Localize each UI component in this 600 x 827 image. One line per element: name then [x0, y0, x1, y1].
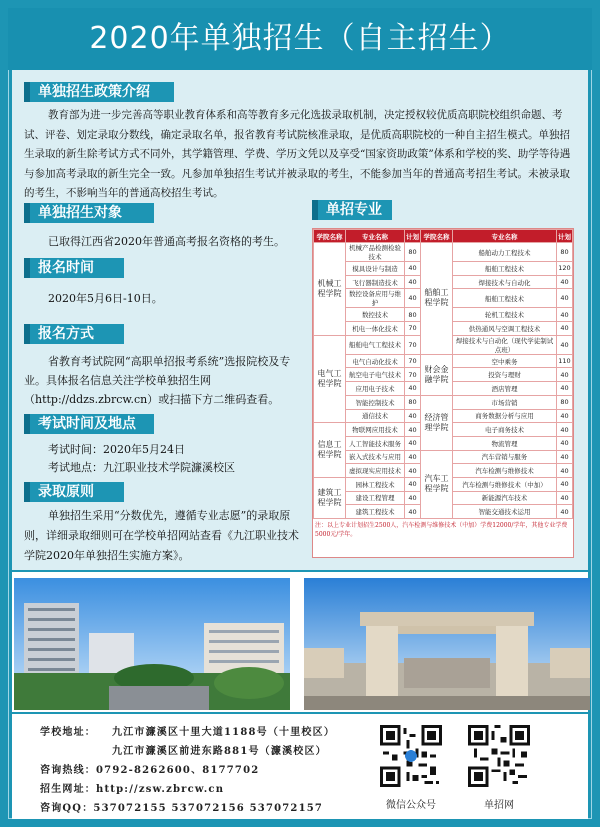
plan-count-cell: 80: [557, 395, 573, 409]
page-title: 2020年单独招生（自主招生）: [8, 8, 592, 70]
wechat-qr-label: 微信公众号: [386, 800, 436, 811]
plan-count-cell: 40: [557, 450, 573, 464]
plan-count-cell: 40: [405, 382, 421, 396]
signup-method-text: 省教育考试院网“高职单招报考系统”选报院校及专业。具体报名信息关注学校单独招生网（http://ddzs.zbrcw.cn）或扫描下方二维码查看。: [24, 355, 291, 406]
section-heading-target: 单独招生对象: [24, 203, 154, 223]
majors-table-row: [314, 450, 573, 464]
major-name-cell: 投资与理财: [453, 368, 557, 382]
major-name-cell: 船舶工程技术: [453, 289, 557, 308]
plan-count-cell: 40: [557, 322, 573, 336]
majors-table: [313, 229, 573, 519]
major-name-cell: 汽车检测与维修技术: [453, 464, 557, 478]
major-name-cell: 市场营销: [453, 395, 557, 409]
qq-contact: 咨询QQ：537072155 537072156 537072157: [40, 803, 324, 814]
major-name-cell: 轮机工程技术: [453, 308, 557, 322]
major-name-cell: 机电一体化技术: [346, 322, 405, 336]
header-cell: 专业名称: [346, 230, 405, 243]
hotline: 咨询热线：0792-8262600、8177702: [40, 765, 260, 776]
plan-count-cell: 40: [557, 464, 573, 478]
plan-count-cell: 40: [557, 308, 573, 322]
address-line-1: 九江市濂溪区十里大道1188号（十里校区）: [112, 727, 336, 738]
major-name-cell: 商务数据分析与应用: [453, 409, 557, 423]
major-name-cell: 酒店管理: [453, 382, 557, 396]
plan-count-cell: 40: [405, 423, 421, 437]
plan-count-cell: 40: [405, 275, 421, 289]
department-cell: 汽车工程学院: [421, 450, 453, 518]
major-name-cell: 数控设备应用与维护: [346, 289, 405, 308]
major-name-cell: 船舶动力工程技术: [453, 243, 557, 262]
plan-count-cell: 80: [557, 243, 573, 262]
plan-count-cell: 40: [557, 275, 573, 289]
plan-count-cell: 40: [557, 436, 573, 450]
major-name-cell: 应用电子技术: [346, 382, 405, 396]
admission-site-qr-label: 单招网: [484, 800, 514, 811]
major-name-cell: 建设工程管理: [346, 491, 405, 505]
header-cell: 学院名称: [314, 230, 346, 243]
plan-count-cell: 40: [557, 289, 573, 308]
plan-count-cell: 110: [557, 354, 573, 368]
plan-count-cell: 70: [405, 335, 421, 354]
major-name-cell: 园林工程技术: [346, 477, 405, 491]
plan-count-cell: 70: [405, 322, 421, 336]
section-heading-exam: 考试时间及地点: [24, 414, 154, 434]
major-name-cell: 汽车检测与维修技术（中加）: [453, 477, 557, 491]
plan-count-cell: 40: [557, 335, 573, 354]
majors-table-box: [312, 228, 574, 558]
plan-count-cell: 40: [405, 505, 421, 519]
section-heading-majors: 单招专业: [312, 200, 392, 220]
major-name-cell: 飞行器制造技术: [346, 275, 405, 289]
major-name-cell: 船舶工程技术: [453, 262, 557, 276]
plan-count-cell: 80: [405, 243, 421, 262]
department-cell: 船舶工程学院: [421, 243, 453, 355]
department-cell: 建筑工程学院: [314, 477, 346, 518]
major-name-cell: 建筑工程技术: [346, 505, 405, 519]
plan-count-cell: 120: [557, 262, 573, 276]
major-name-cell: 电气自动化技术: [346, 354, 405, 368]
plan-count-cell: 40: [405, 409, 421, 423]
department-cell: 机械工程学院: [314, 243, 346, 336]
major-name-cell: 嵌入式技术与应用: [346, 450, 405, 464]
exam-place: 考试地点：九江职业技术学院濂溪校区: [48, 461, 235, 474]
plan-count-cell: 40: [405, 262, 421, 276]
header-cell: 计划: [557, 230, 573, 243]
major-name-cell: 智能交通技术运用: [453, 505, 557, 519]
plan-count-cell: 40: [557, 423, 573, 437]
header-cell: 专业名称: [453, 230, 557, 243]
target-text: 已取得江西省2020年普通高考报名资格的考生。: [48, 235, 285, 248]
plan-count-cell: 40: [557, 382, 573, 396]
majors-table-row: [314, 243, 573, 262]
major-name-cell: 物流管理: [453, 436, 557, 450]
policy-text: 教育部为进一步完善高等职业教育体系和高等教育多元化选拔录取机制，决定授权较优质高职院校组织命题、考试、评卷、划定录取分数线，确定录取名单，报省教育考试院核准录取，是优质高职院校的一种自主招生模式。单独招生录取的新生除考试方式不同外，其学籍管理、学费、学历文凭以及享受“国家资助政策”体系和学校的奖、助学等待遇与参加高考录取的新生完全一致。凡参加单独招生考试并被录取的考生，不能参加当年的普通高考招生考试。未被录取的考生，不影响当年的普通高校招生考试。: [24, 109, 571, 199]
plan-count-cell: 40: [405, 289, 421, 308]
header-cell: 计划: [405, 230, 421, 243]
address-label: 学校地址：: [40, 727, 96, 738]
major-name-cell: 数控技术: [346, 308, 405, 322]
section-heading-admission: 录取原则: [24, 482, 124, 502]
major-name-cell: 航空电子电气技术: [346, 368, 405, 382]
department-cell: 电气工程学院: [314, 335, 346, 422]
major-name-cell: 焊接技术与自动化: [453, 275, 557, 289]
major-name-cell: 虚拟现实应用技术: [346, 464, 405, 478]
majors-table-row: [314, 354, 573, 368]
website[interactable]: 招生网址：http://zsw.zbrcw.cn: [40, 784, 225, 795]
major-name-cell: 焊接技术与自动化（现代学徒制试点班）: [453, 335, 557, 354]
plan-count-cell: 40: [557, 409, 573, 423]
address-line-2: 九江市濂溪区前进东路881号（濂溪校区）: [112, 746, 327, 757]
department-cell: 经济管理学院: [421, 395, 453, 450]
major-name-cell: 通信技术: [346, 409, 405, 423]
major-name-cell: 机械产品检测检验技术: [346, 243, 405, 262]
exam-time: 考试时间：2020年5月24日: [48, 443, 185, 456]
major-name-cell: 空中乘务: [453, 354, 557, 368]
plan-count-cell: 80: [405, 395, 421, 409]
major-name-cell: 模具设计与制造: [346, 262, 405, 276]
section-heading-policy: 单独招生政策介绍: [24, 82, 174, 102]
wechat-qr-code[interactable]: [380, 725, 442, 787]
admission-site-qr-code[interactable]: [468, 725, 530, 787]
plan-count-cell: 80: [405, 308, 421, 322]
plan-count-cell: 40: [557, 368, 573, 382]
campus-photo-gate: [304, 578, 590, 710]
plan-count-cell: 40: [557, 505, 573, 519]
majors-note: 注：以上专业计划招生2500人，汽车检测与维修技术（中加）学费12000/学年，其他专业学费5000元/学年。: [315, 522, 568, 538]
plan-count-cell: 40: [557, 477, 573, 491]
major-name-cell: 新能源汽车技术: [453, 491, 557, 505]
signup-time-text: 2020年5月6日-10日。: [48, 292, 163, 305]
major-name-cell: 供热通风与空调工程技术: [453, 322, 557, 336]
plan-count-cell: 40: [405, 436, 421, 450]
section-heading-signup-method: 报名方式: [24, 324, 124, 344]
plan-count-cell: 40: [557, 491, 573, 505]
header-cell: 学院名称: [421, 230, 453, 243]
plan-count-cell: 40: [405, 491, 421, 505]
department-cell: 信息工程学院: [314, 423, 346, 478]
major-name-cell: 人工智能技术服务: [346, 436, 405, 450]
plan-count-cell: 40: [405, 464, 421, 478]
major-name-cell: 电子商务技术: [453, 423, 557, 437]
majors-table-row: [314, 395, 573, 409]
major-name-cell: 船舶电气工程技术: [346, 335, 405, 354]
plan-count-cell: 70: [405, 368, 421, 382]
majors-table-header: [314, 230, 573, 243]
department-cell: 财会金融学院: [421, 354, 453, 395]
major-name-cell: 智能控制技术: [346, 395, 405, 409]
campus-photo-buildings: [14, 578, 290, 710]
section-heading-signup-time: 报名时间: [24, 258, 124, 278]
plan-count-cell: 70: [405, 354, 421, 368]
plan-count-cell: 40: [405, 450, 421, 464]
major-name-cell: 汽车营销与服务: [453, 450, 557, 464]
admission-text: 单独招生采用“分数优先，遵循专业志愿”的录取原则，详细录取细则可在学校单招网站查看《九江职业技术学院2020年单独招生实施方案》。: [24, 509, 299, 562]
plan-count-cell: 40: [405, 477, 421, 491]
major-name-cell: 物联网应用技术: [346, 423, 405, 437]
